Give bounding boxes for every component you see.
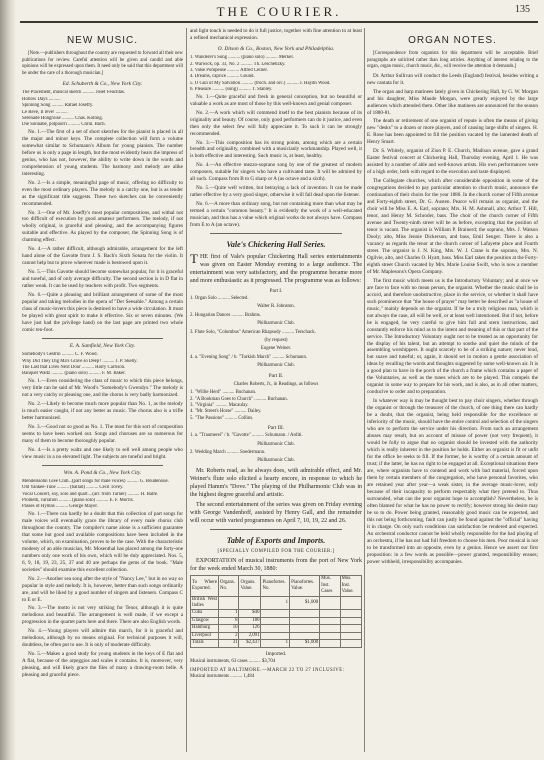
review-paragraph: No. 5.—Quite well written, but betraying a lack of invention. It can be made rather effective by a very good singer, otherwise it will fall dead upon the listener. (190, 185, 362, 199)
table-cell: Totals (191, 640, 219, 647)
section-title-exports: Table of Exports and Imports. (226, 536, 326, 546)
review-paragraph: No. 1.—There can hardly be a doubt that this collection of part songs for male voices will eventually grace the library of every male chorus club throughout the country. The compiler's name alone is a sufficient guarantee that some but good and available compositions have been included in the volume, which, on examination, proves to be the case. With the characteristic modesty of an able musician, Mr. Mosenthal has placed among the forty-one numbers only one work of his own, which will be duly appreciated. Nos. 5, 6, 9, 18, 19, 23, 25, 37 and 40 are perhaps the gems of the book. "Male societies" should examine this excellent collection. (22, 510, 183, 573)
review-paragraph: No. 3.—The motto is not very striking for Tenor, although it is quite melodious and beautiful. The arrangement is well made, if we except a progression in the quartet parts here and there. There are also English words. (22, 605, 183, 626)
list-item: Spinning Song .......... Rafael Joseffy. (22, 103, 94, 109)
table-cell: Hamburg (191, 625, 219, 632)
review-paragraph: No. 3.—Good not so good as No. 1. The most for this sort of composition seems to have been worked out. Songs and choruses are so numerous for many of them to become thoroughly popular. (22, 423, 183, 444)
exports-table (190, 575, 362, 647)
publisher-heading: Wm. A. Pond & Co., New York City. (63, 469, 142, 476)
page-binding-shadow (0, 0, 16, 760)
program-item: 5. "The Passions" .......... Collins. (190, 415, 254, 421)
review-paragraph: No. 2.—Another sea song after the style of "Nancy Lee," but in no way so popular in style and melody. It is, however, better than such songs ordinarily are, and will be liked by a good number of singers and listeners. Compass C to E or E. (22, 575, 183, 603)
table-cell: $1,000 (290, 640, 320, 647)
publisher-heading: E. A. Samfield, New York City. (69, 342, 136, 349)
table-cell: $1,000 (290, 596, 320, 610)
column-divider (364, 28, 365, 752)
table-cell (340, 640, 361, 647)
program-item: 3. "Virginia" .......... Macaulay. (190, 402, 249, 408)
table-cell: Glasgow (191, 617, 219, 624)
list-item: Why Did They Dig Ma's Grave so Deep? .......... J. P. Skelly. (22, 358, 138, 364)
review-paragraph: No. 6.—A more than ordinary song, but not containing more than what may be termed a certain "common beauty." It is evidently the work of a well-educated musician, and thus has a value which original works do not always have. Compass from E to A (an octave). (190, 201, 362, 229)
piece-list (190, 55, 362, 94)
list-item: The Last that Lives Next Door .......... Harry Carrison. (22, 365, 126, 371)
program-item: Philharmonic Club. (257, 441, 295, 447)
table-header-cell: Mus. Inst. Cases (320, 576, 340, 596)
intro-note: [Note.—publishers throughout the country are requested to forward all their new publications for review. Careful attention will be given and candid and able opinions will be expressed upon them. It need only be said that this department will be under the care of a thorough musician.] (22, 51, 183, 76)
publisher-heading: Ed. Schuberth & Co., New York City. (62, 81, 143, 88)
header-rule (20, 21, 538, 23)
program-part-heading: Part I. (269, 287, 283, 294)
table-row (191, 625, 362, 632)
list-item: Vocal Concert, soy, solo and quart....(arr. from Turner) .......... H. Balfe. (22, 491, 159, 497)
table-row (191, 632, 362, 639)
program-part-2 (190, 382, 362, 423)
page-header (20, 4, 538, 24)
program-part-3 (190, 433, 362, 465)
table-cell (290, 632, 320, 639)
review-paragraph: No. 2.—Likely to become much more popular than No. 1, as the melody is much easier caught, if not any better as music. The chorus also is a trifle better harmonized. (22, 400, 183, 421)
program-item: Eugene Weiner. (260, 346, 292, 352)
column-organ-notes (367, 28, 538, 754)
section-title-organ-notes: ORGAN NOTES. (408, 35, 497, 46)
table-cell: 31 (219, 640, 239, 647)
review-paragraph: No. 4.—Is a pretty waltz and one likely to sell well among people who view music in a no elevated light. The subjects are tuneful and bright. (22, 446, 183, 460)
list-item: 6. Pleasure .......... (song) .......... T. Stanley. (190, 87, 273, 93)
program-item: 1. Organ Solo .......... Selected. (190, 295, 249, 301)
table-cell: 2 (219, 632, 239, 639)
program-item: Philharmonic Club. (257, 363, 295, 369)
program-item: 3. Flute Solo, "Columbus" American Rhapsody .......... Terschack. (190, 329, 316, 335)
table-header-cell: Mus. Inst. Value. (340, 576, 361, 596)
list-item: Passes of Hymns .......... George Mayer. (22, 504, 98, 510)
table-cell (261, 632, 290, 639)
program-item: 1. a. "Traumerei" / b. "Gavotte" .......... Schumann. / Arditi. (190, 433, 303, 439)
table-totals-row (191, 640, 362, 647)
note-paragraph: Dr. Arthur Sullivan will conduct the Leeds (England) festival, besides writing a new cantata for it. (367, 72, 538, 86)
vale-paragraph: Mr. Roberts read, as he always does, with admirable effect, and Mr. Weiner's flute solo elicited a hearty encore, in response to which he played Hamm's "Dove." The playing of the Philharmonic Club was in the highest degree graceful and artistic. (190, 467, 362, 498)
table-cell (290, 610, 320, 617)
table-cell (340, 632, 361, 639)
table-cell (340, 617, 361, 624)
program-item: 2. "A Bookman Goes to Church" .......... Buchanan. (190, 396, 288, 402)
table-cell: 126 (239, 625, 261, 632)
program-item: (by request) (264, 338, 288, 344)
table-cell: 1 (219, 610, 239, 617)
review-paragraph: No. 4.—An effective mezzo-soprano song by one of the greatest of modern composers, suitable for singers who have a cultivated taste. It will be admired by all such. Compass from B to G sharp or A (as octave and a sixth). (190, 162, 362, 183)
program-part-1 (190, 296, 362, 370)
exports-subtitle: [SPECIALLY COMPILED FOR THE COURIER.] (217, 548, 335, 554)
list-item: Prometh, variation .......... (piano solo) .......... E. F. Morris. (22, 498, 134, 504)
vale-intro (190, 250, 362, 285)
list-item: Die Sonnabe, potpourri .......... Chrin. Bach. (22, 122, 106, 128)
piece-list (22, 479, 183, 511)
intro-note: [Correspondence from organists for this department will be acceptable. Brief paragraphs are solicited rather than long articles. Anything of interest relating to the organ, organ music, church music, &c., will receive the attention it demands.] (367, 51, 538, 70)
list-item: Le Reve, Il reve! .......... (22, 109, 68, 115)
note-paragraph: The death or retirement of one organist of repute is often the means of giving new "desks" to a dozen or more players, and of causing large shifts of singers. H. E. Rose has been appointed to fill the position vacated by the lamented death of Henry Smart. (367, 118, 538, 146)
list-item: The Placement, musical sketch .......... Josef Feuchtas. (22, 90, 126, 96)
list-item: Somebody's Gestrin .......... C. F. Wood. (22, 352, 98, 358)
drop-cap-t: T (190, 250, 198, 266)
program-subheading: Charles Roberts, Jr., in Readings, as follows (233, 381, 319, 387)
table-cell (340, 596, 361, 610)
table-cell: Cuba (191, 610, 219, 617)
table-cell: 2,091 (239, 632, 261, 639)
table-cell (320, 617, 340, 624)
table-header-row (191, 576, 362, 596)
note-paragraph: The Collegiate churches, which after considerable opposition in some of the congregations decided to pay particular attention to church music, announce the continuation of their choirs for the year 1880. In the church corner of Fifth avenue and Forty-eighth street, Dr. G. Austen. Pearce will remain as organist, and the choir will be Miss E. A. Earl, soprano; Mrs. H. M. Ashmall, alto; Arthur T. Hill, tenor, and Henry M. Schroder, bass. The choir of the church corner of Fifth avenue and Twenty-ninth street will be as before, excepting that the position of tenor is vacant. The organist is William P. Brainerd; the soprano, Mrs. J. Watson Dooly; alto, Miss Jennie Dickerson, and bass, Emil Senger. There is also a vacancy as regards the tenor at the church corner of Lafayette place and Fourth street. The organist is J. N. King, Mrs. W. J. Crane is the soprano, Mrs. N. Ogilvie, alto, and Charles O. Hyatt, bass. Miss Earl takes the position at the Forty-eighth street Church vacated by Mrs. Marie Louise Swift, who is now a member of Mr. Maplesons's Opera Company. (367, 178, 538, 275)
program-item: 4. a. "Evening Song" / b. "Turkish March" .......... Schumann. (190, 354, 308, 360)
review-paragraph: No. 3.—This composition has its strong points, among which are a certain breadth and originality, combined with a musicianly workmanship. Played well, it is both effective and interesting. Such music is, at least, healthy. (190, 139, 362, 160)
vale-intro-text: HE first of Vale's popular Chickering Hall series entertainments was given on Easter Monday evening to a large audience. The entertainment was very satisfactory, and the programme became more and more enthusiastic as it progressed. The programme was as follows: (190, 253, 362, 284)
table-row (191, 610, 362, 617)
program-item: Walter R. Johnston. (257, 304, 295, 310)
program-item: 2. Hungarian Dances .......... Brahms. (190, 312, 261, 318)
table-cell (320, 625, 340, 632)
column-divider (186, 28, 187, 752)
note-paragraph: The first music which meets us is the Introductory Voluntary; and at once we are face to face with no mean person, the organist. Whether the music shall be in accord, and therefore unobstructive, place in the service, or whether it shall have such prominence that "the house of prayer" may better be described as "a house of music," mainly depends on the organist. If he be a truly religious man, which is not always the case, all will be well, or at least well intentioned. But if not, before he is engaged, be very careful to give him full and stern instructions, and constantly enforce his mind as to the intent and meaning of this or that part of the service. The Introductory Voluntary ought not to be treated as an opportunity for the display of his talent, but an attempt to soothe and quiet the minds of the assembling worshippers. It ought scarcely to be of a striking nature; never loud, but suave and tuneful; or, again, it should set in motion a gentle association of ideas by recalling the words and thoughts suggested by some well-known air. It is a good plan to have in the porch of the church a frame which contains a paper of the Voluntaries, as well as the tunes which are to be played. This compels the organist in some way to prepare for his work, and is also, as in all other matters, conducive to order and to preparation. (367, 277, 538, 396)
program-item: 2. Wedding March .......... Soedermann. (190, 450, 266, 456)
table-cell: 1 (261, 640, 290, 647)
vale-paragraph: The second entertainment of the series was given on Friday evening with George Vandenhoff, assisted by Henry Gall, and the remainder will occur with varied programmes on April 7, 10, 19, 22 and 26. (190, 502, 362, 525)
table-cell: $2,437 (239, 640, 261, 647)
piece-list (22, 90, 183, 129)
list-item: Mendelssohn Glee Club...(part songs for male voices) .......... G. Boudenoue. (22, 478, 169, 484)
table-header-cell: To Where Exported. (191, 576, 219, 596)
review-paragraph: No. 6.—Quite a pleasing and brilliant arrangement of some of the most popular and taking melodies in the opera of "Der Seesahle." Among a certain class of music-lovers this piece is destined to have a wide circulation. It must be played with great spirit to make it effective. Six or seven minutes. (We have just had the privilege hand) on the last page are printed two whole comic ten-foot. (22, 292, 183, 333)
table-cell (290, 617, 320, 624)
table-row (191, 596, 362, 610)
table-cell (261, 625, 290, 632)
section-rule (210, 529, 342, 530)
table-cell (219, 596, 239, 610)
table-cell: 1 (261, 596, 290, 610)
table-header-cell: Pianofortes. No. (261, 576, 290, 596)
table-cell (290, 625, 320, 632)
table-cell: $40 (239, 610, 261, 617)
masthead-title: THE COURIER. (216, 4, 342, 19)
review-paragraph: No. 1.—The first of a set of short sketches for the pianist is placed in all the major and minor keys. The complete collection will form a volume somewhat similar to Schumann's Album for young pianists. The number before us is only a page in length, but the most evidently bears the impress of genius, who has not, however, the ability to write down in the words and comprehension of young students. The harmony and melody are alike interesting. (22, 128, 183, 177)
column-new-music (22, 28, 183, 754)
column-reviews-and-exports (190, 28, 362, 754)
table-cell (320, 610, 340, 617)
review-paragraph: No. 5.—Makes a good study for young students in the keys of E flat and A flat, because of the arpeggios and scales it contains. It is, moreover, very pleasing, and will likely grace the files of many a drawing-room belle. A pleasing and graceful piece. (22, 651, 183, 679)
table-cell (239, 596, 261, 610)
review-paragraph: No. 4.—Young players will admire this march, for it is graceful and melodious, although by no means original. For technical purposes it will, doubtless, be often put to use. It is only of moderate difficulty. (22, 628, 183, 649)
program-item: Philharmonic Club. (257, 321, 295, 327)
table-row (191, 617, 362, 624)
baltimore-line: Musical instruments .......... 1,484 (190, 674, 255, 680)
review-paragraph: No. 3.—One of Mr. Joseffy's most popular compositions, and withal not too difficult of execution by good amateur performers. The melody, if not wholly original, is graceful and pleasing, and the accompanying figures suitable and effective. As played by the composer, the Spinning Song is of charming effect. (22, 209, 183, 244)
note-paragraph: In whatever way is may be thought best to pay choir singers, whether through the organist or through the treasurer of the church, of one thing there can hardly be a doubt, that the organist, being held responsible for the excellence or inferiority of the music, should have the entire control and selection of the singers who are to perform the service under his direction. From such an arrangement abuses may result, but on account of misuse of power (not very frequent), it would be folly to argue that no organist should be invested with the authority which is really inherent in the position he holds. Either an organist is fit or unfit for the office he seeks to fill. If the former, he is worthy of a certain amount of trust; if the latter, he has no right to be engaged at all. Exceptional situations there are, where organists have to contend and work with bad material, forced upon them by certain members of the congregation, who have personal favorites, who are retained year after year—a weak sister, in the average music-lover, only because of their incapacity to perform respectably what they pretend to. Thus surrounded, what can the poor organist hope to accomplish? Nevertheless, he is often blamed for what he has no power to rectify; however strong his desire may be so to do. Power being granted, reasonably good music can be expected, and this not being forthcoming, fault can justly be found against the "official" having it in charge. On only such conditions can satisfaction be rendered and expected. An orchestral conductor cannot be held wholly responsible for the bad playing of an orchestra, if he has not had full freedom to choose his men. Poor musical is not to be transformed into an opposite, even by a genius. Hence we assert our first proposition: in a few words as possible—power granted, responsibility ensues; power withheld, irresponsibility accompanies. (367, 398, 538, 565)
table-cell (340, 610, 361, 617)
exports-intro: EXPORTATION of musical instruments from the port of New York for the week ended March 30, 1880: (190, 558, 362, 573)
list-item: Old Yankee-Tune .......... (ballad) .......... Cecil Tovey. (22, 485, 124, 491)
table-cell (340, 625, 361, 632)
table-cell (320, 632, 340, 639)
imported-heading: Imported. (265, 650, 287, 657)
list-item: 4. Dreams, caprice .......... Gound. (190, 74, 255, 80)
note-paragraph: The organ and harp matinees lately given in Chickering Hall, by G. W. Morgan and his daughter, Miss Maude Morgan, were greatly enjoyed by the large audiences which attended them. Other like matinees are announced for the season of 1880-81. (367, 88, 538, 116)
table-header-cell: Organs. No. (219, 576, 239, 596)
review-paragraph: No. 2.—Is a simple, meaningful page of music, offering no difficulty to even the most ordinary players. The melody is a catchy one, but is as tender as the significant title suggests. These two sketches can be conveniently recommended. (22, 179, 183, 207)
table-cell: 8 (219, 617, 239, 624)
list-item: Banquet Waltz .......... (piano solo) .......... F. M. Baker. (22, 371, 126, 377)
program-item: 4. "Mr. Street's Horse" .......... Dailey. (190, 409, 262, 415)
list-item: 3. Valse Pompeuse .......... Alfred Cellier. (190, 68, 268, 74)
baltimore-heading: IMPORTED AT BALTIMORE.—MARCH 22 TO 27 INCLUSIVE: (190, 667, 345, 673)
table-cell (261, 610, 290, 617)
list-item: Hollow Days .......... (22, 96, 61, 102)
list-item: 1. Wanderer's Song .......... (piano solo) .......... Merkel. (190, 55, 294, 61)
page-number: 135 (515, 4, 530, 15)
list-item: 2. Warwick, op. 33, No. 2 .......... Th. Leschetizky. (190, 61, 286, 67)
imported-line: Musical instruments, 63 cases .......... $3,704 (190, 658, 276, 664)
table-cell (320, 640, 340, 647)
review-paragraph: No. 5.—This Gavotte should become somewhat popular, for it is graceful and tuneful, and of only average difficulty. The second section is in D flat in rather weak. It can be used by teachers with profit. Two segments. (22, 269, 183, 290)
table-cell (320, 596, 340, 610)
table-cell (261, 617, 290, 624)
review-paragraph: No. 4.—A rather difficult, although admirable, arrangement for the left hand alone of the Gavotte from J. S. Bach's Sixth Sonata for the violin. It cannot help but to prove wherever made is bestowed upon it. (22, 246, 183, 267)
table-cell: 10 (219, 625, 239, 632)
review-paragraph: No. 2.—A work which will commend itself to the best pianists because of its originality and beauty. Of course, only good performers can do it justice, and even then only the select few will fully appreciate it. To such it can be strongly recommended. (190, 109, 362, 137)
table-cell: British West Indies (192, 596, 217, 609)
publisher-heading: O. Ditson & Co., Boston, New York and Philadelphia. (217, 45, 335, 52)
section-title-new-music: NEW MUSIC. (66, 35, 139, 46)
table-header-cell: Organs. Value. (239, 576, 261, 596)
program-item: Philharmonic Club. (257, 458, 295, 464)
piece-list (22, 352, 183, 378)
review-paragraph: No. 1.—Quite graceful and fresh in general conception, but no beautiful or valuable a work as are most of those by this well-known and genial composer. (190, 93, 362, 107)
list-item: Sérénade Hongroise .......... Chas. Kölling. (22, 116, 104, 121)
continued-paragraph: and light touch is needed to do it full justice, together with fine attention to at least a refined mechanical expression. (190, 28, 362, 41)
table-header-cell: Pianofortes. Value. (290, 576, 320, 596)
section-rule (210, 233, 342, 234)
program-part-heading: Part III. (267, 425, 285, 432)
review-paragraph: No. 1.—Even considering the class of music to which this piece belongs, very little can be said of Mr. Wood's "Somebody's Gwendys." The melody is not a very catchy or pleasing one, and the chorus is very badly harmonized. (22, 377, 183, 398)
table-cell: Liverpool (191, 632, 219, 639)
section-rule (42, 465, 163, 466)
program-part-heading: Part II. (268, 372, 284, 379)
list-item: 5. O Gun of My Salvation .......... (troch. and orc.) .......... J. Haydn Wood. (190, 80, 331, 86)
section-rule (42, 338, 163, 339)
section-title-vale: Vale's Chickering Hall Series. (226, 240, 326, 250)
table-cell: 180 (239, 617, 261, 624)
program-item: 1. "Willie Herd" .......... Buchanan. (190, 390, 257, 396)
note-paragraph: Dr. S. Whitely, organist of Zion P. E. Church, Madison avenue, gave a grand Easter festival concert at Chickering Hall, Thursday evening, April 1. He was assisted by a number of able and well-known artists. His own performances were of a high order, both with regard to the execution and taste displayed. (367, 148, 538, 176)
